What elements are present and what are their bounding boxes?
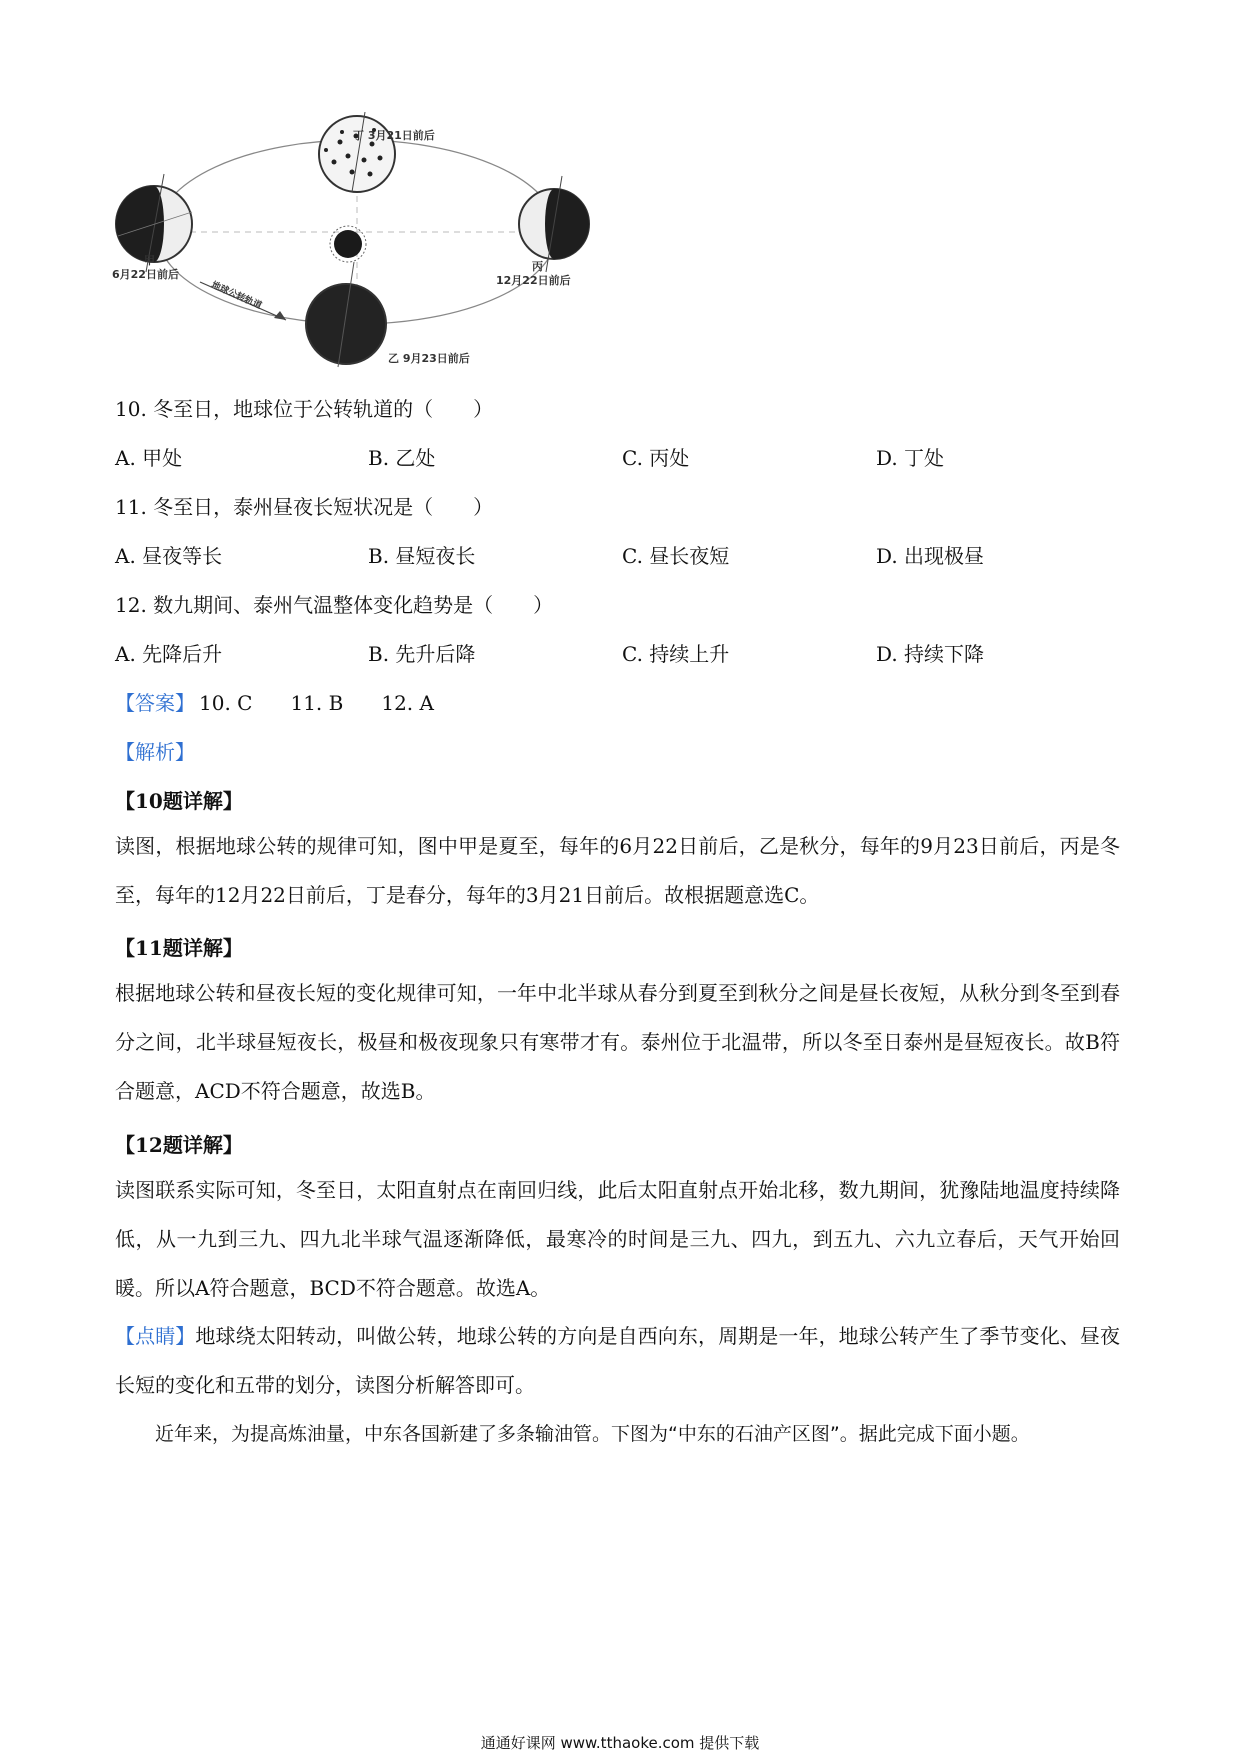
label-orbit: 地球公转轨道 <box>209 280 264 312</box>
next-section-intro: 近年来，为提高炼油量，中东各国新建了多条输油管。下图为“中东的石油产区图”。据此完成下面小题。 <box>155 1423 1030 1445</box>
q12-option-b: B. 先升后降 <box>368 642 476 666</box>
page-footer: 通通好课网 www.tthaoke.com 提供下载 <box>480 1734 760 1752</box>
globe-yi <box>306 262 386 367</box>
q10-option-d: D. 丁处 <box>876 446 945 470</box>
label-jia-date: 6月22日前后 <box>112 268 179 281</box>
q11-option-c: C. 昼长夜短 <box>622 544 730 568</box>
label-yi: 乙 9月23日前后 <box>388 352 470 365</box>
key-point-text: 地球绕太阳转动，叫做公转，地球公转的方向是自西向东，周期是一年，地球公转产生了季节变化、昼夜长短的变化和五带的划分，读图分析解答即可。 <box>115 1324 1121 1397</box>
key-point-label: 【点睛】 <box>115 1324 196 1348</box>
answer-line <box>115 689 472 717</box>
q11-option-b: B. 昼短夜长 <box>368 544 476 568</box>
globe-bing <box>519 176 589 272</box>
question-10-stem: 10. 冬至日，地球位于公转轨道的（ ） <box>115 397 494 421</box>
q12-option-d: D. 持续下降 <box>876 642 985 666</box>
label-jia-name: 甲 <box>144 254 155 267</box>
answer-12: 12. A <box>381 691 434 715</box>
globe-ding <box>319 112 395 192</box>
earth-revolution-diagram <box>112 112 592 374</box>
sun-circle <box>334 230 362 258</box>
revolution-svg <box>112 112 592 374</box>
answer-10: 10. C <box>199 691 253 715</box>
detail-11-text: 根据地球公转和昼夜长短的变化规律可知，一年中北半球从春分到夏至到秋分之间是昼长夜短，从秋分到冬至到春分之间，北半球昼短夜长，极昼和极夜现象只有寒带才有。泰州位于北温带，所以冬至日泰州是昼短夜长。故B符合题意，ACD不符合题意，故选B。 <box>115 981 1120 1103</box>
detail-11-heading: 【11题详解】 <box>115 936 243 960</box>
q10-option-b: B. 乙处 <box>368 446 436 470</box>
label-bing-name: 丙 <box>532 260 543 273</box>
answer-label: 【答案】 <box>115 691 195 715</box>
label-ding: 丁 3月21日前后 <box>353 129 435 142</box>
answer-11: 11. B <box>290 691 344 715</box>
label-bing-date: 12月22日前后 <box>496 274 571 287</box>
analysis-label: 【解析】 <box>115 740 195 764</box>
q10-option-c: C. 丙处 <box>622 446 690 470</box>
q10-option-a: A. 甲处 <box>115 446 183 470</box>
question-11-stem: 11. 冬至日，泰州昼夜长短状况是（ ） <box>115 495 494 519</box>
detail-12-text: 读图联系实际可知，冬至日，太阳直射点在南回归线，此后太阳直射点开始北移，数九期间，犹豫陆地温度持续降低，从一九到三九、四九北半球气温逐渐降低，最寒冷的时间是三九、四九，到五九、六九立春后，天气开始回暖。所以A符合题意，BCD不符合题意。故选A。 <box>115 1178 1120 1300</box>
q12-option-c: C. 持续上升 <box>622 642 730 666</box>
key-point <box>115 1312 1120 1410</box>
question-12-stem: 12. 数九期间、泰州气温整体变化趋势是（ ） <box>115 593 554 617</box>
q11-option-a: A. 昼夜等长 <box>115 544 223 568</box>
detail-12-heading: 【12题详解】 <box>115 1133 243 1157</box>
detail-10-heading: 【10题详解】 <box>115 789 243 813</box>
q12-option-a: A. 先降后升 <box>115 642 223 666</box>
q11-option-d: D. 出现极昼 <box>876 544 985 568</box>
detail-10-text: 读图，根据地球公转的规律可知，图中甲是夏至，每年的6月22日前后，乙是秋分，每年的9月23日前后，丙是冬至，每年的12月22日前后，丁是春分，每年的3月21日前后。故根据题意选C。 <box>115 834 1120 907</box>
